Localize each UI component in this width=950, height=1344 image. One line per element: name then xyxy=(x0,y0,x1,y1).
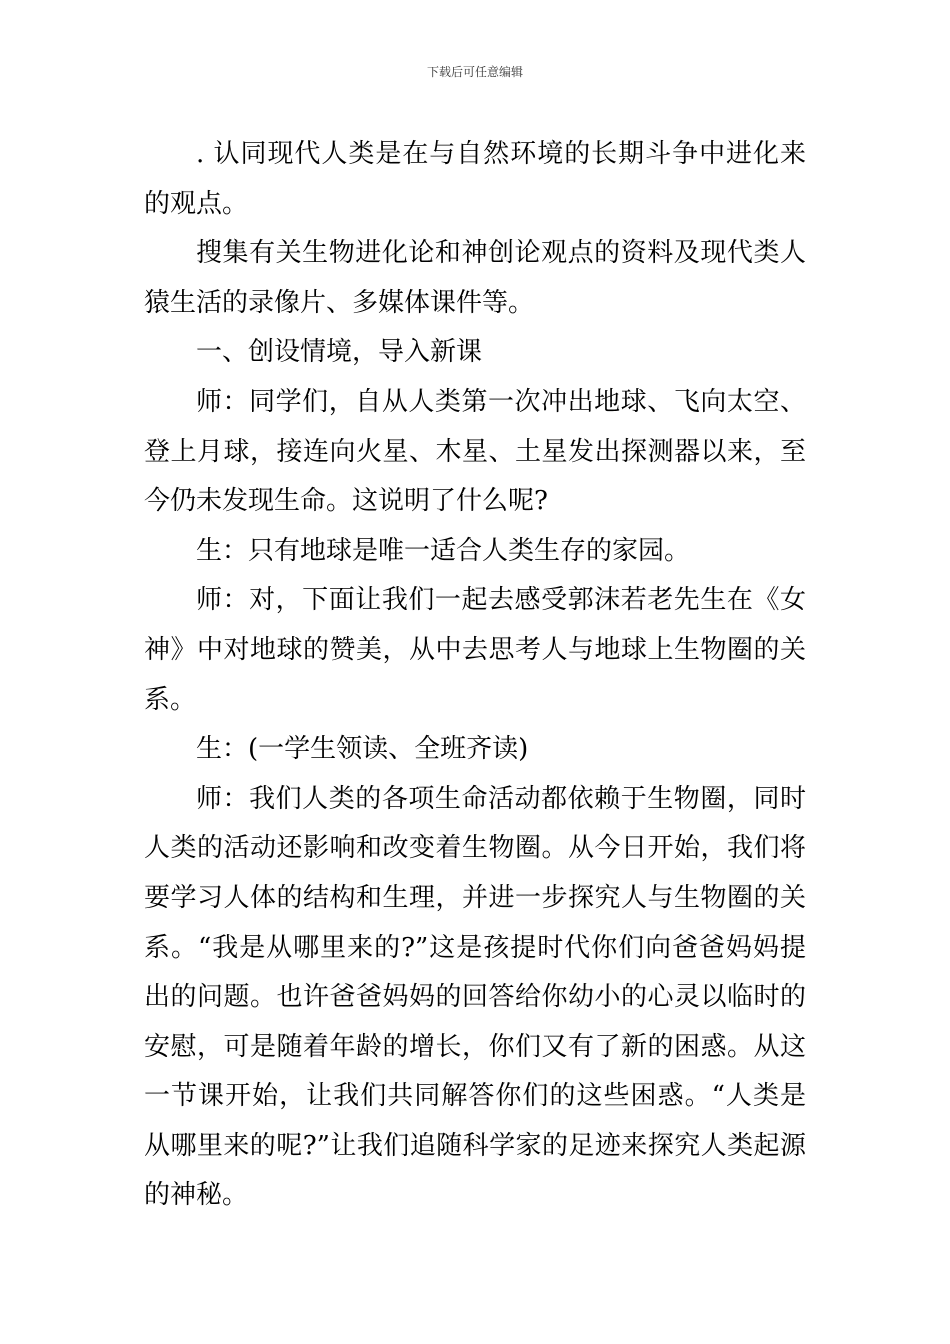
paragraph-preparation: 搜集有关生物进化论和神创论观点的资料及现代类人猿生活的录像片、多媒体课件等。 xyxy=(144,238,806,318)
paragraph-teacher-3: 师：我们人类的各项生命活动都依赖于生物圈，同时人类的活动还影响和改变着生物圈。从今日开始，我们将要学习人体的结构和生理，并进一步探究人与生物圈的关系。“我是从哪里来的?”这是孩提时代你们向爸爸妈妈提出的问题。也许爸爸妈妈的回答给你幼小的心灵以临时的安慰，可是随着年龄的增长，你们又有了新的困惑。从这一节课开始，让我们共同解答你们的这些困惑。“人类是从哪里来的呢?”让我们追随科学家的足迹来探究人类起源的神秘。 xyxy=(144,783,806,1211)
paragraph-student-1: 生：只有地球是唯一适合人类生存的家园。 xyxy=(196,535,691,566)
paragraph-objective: . 认同现代人类是在与自然环境的长期斗争中进化来的观点。 xyxy=(144,139,806,219)
paragraph-student-2: 生：(一学生领读、全班齐读) xyxy=(196,734,529,765)
document-body xyxy=(144,130,806,1221)
paragraph-teacher-2: 师：对，下面让我们一起去感受郭沫若老先生在《女神》中对地球的赞美，从中去思考人与地球上生物圈的关系。 xyxy=(144,585,806,715)
section-heading: 一、创设情境，导入新课 xyxy=(196,337,483,368)
page-header: 下载后可任意编辑 xyxy=(426,65,523,79)
paragraph-teacher-1: 师：同学们，自从人类第一次冲出地球、飞向太空、登上月球，接连向火星、木星、土星发出探测器以来，至今仍未发现生命。这说明了什么呢? xyxy=(144,386,806,517)
